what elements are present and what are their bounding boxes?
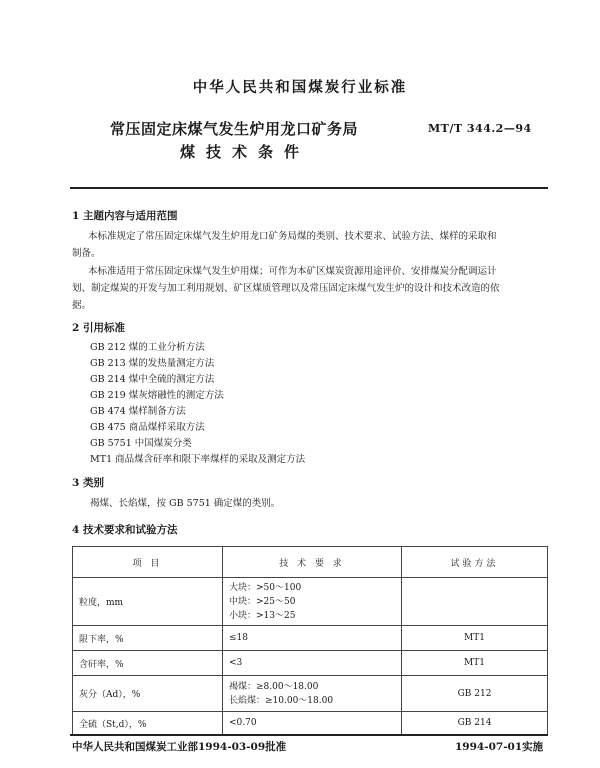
section-1-heading: 1 主题内容与适用范围	[72, 210, 178, 222]
table-cell-requirement: <3	[223, 651, 402, 676]
table-row	[73, 578, 548, 626]
table-cell-item: 灰分（Ad），%	[73, 676, 223, 712]
reference-item: MT1 商品煤含矸率和限下率煤样的采取及测定方法	[90, 454, 306, 465]
table-cell-method: GB 214	[402, 712, 548, 735]
section-1-para1-line1: 本标准规定了常压固定床煤气发生炉用龙口矿务局煤的类别、技术要求、试验方法、煤样的采取和	[88, 231, 497, 242]
table-cell-item: 全硫（St,d），%	[73, 712, 223, 735]
section-1-para2-line1: 本标准适用于常压固定床煤气发生炉用煤；可作为本矿区煤炭资源用途评价、安排煤炭分配调运计	[88, 266, 497, 277]
section-1-para2-line2: 划、制定煤炭的开发与加工利用规划、矿区煤质管理以及常压固定床煤气发生炉的设计和技术改造的依	[72, 283, 500, 294]
document-title-line-1: 常压固定床煤气发生炉用龙口矿务局	[110, 120, 359, 138]
approval-line: 中华人民共和国煤炭工业部1994-03-09批准	[72, 741, 287, 753]
effective-date: 1994-07-01实施	[455, 741, 544, 753]
table-cell-method: GB 212	[402, 676, 548, 712]
table-cell-item: 含矸率，%	[73, 651, 223, 676]
issuing-authority: 中华人民共和国煤炭行业标准	[192, 80, 408, 96]
reference-item: GB 474 煤样制备方法	[90, 406, 186, 417]
reference-item: GB 214 煤中全硫的测定方法	[90, 374, 215, 385]
section-3-heading: 3 类别	[72, 477, 104, 489]
footer-divider	[70, 734, 548, 736]
header-divider	[70, 187, 548, 189]
table-row	[73, 651, 548, 676]
table-cell-item: 限下率，%	[73, 626, 223, 651]
table-header-item: 项 目	[73, 547, 223, 578]
standard-code: MT/T 344.2—94	[428, 122, 532, 135]
table-row	[73, 676, 548, 712]
document-title-line-2: 煤技术条件	[180, 143, 311, 161]
section-4-heading: 4 技术要求和试验方法	[72, 524, 178, 536]
reference-item: GB 475 商品煤样采取方法	[90, 422, 205, 433]
requirement-line: 长焰煤：≥10.00～18.00	[229, 695, 334, 706]
section-1-para1-line2: 制备。	[72, 248, 101, 259]
table-header-method: 试验方法	[402, 547, 548, 578]
technical-requirements-table	[72, 546, 548, 735]
table-cell-requirement: ≤18	[223, 626, 402, 651]
table-header-row	[73, 547, 548, 578]
table-cell-requirement: <0.70	[223, 712, 402, 735]
table-header-requirement: 技 术 要 求	[223, 547, 402, 578]
table-cell-method: MT1	[402, 651, 548, 676]
requirement-line: 褐煤：≥8.00～18.00	[229, 681, 319, 692]
reference-item: GB 5751 中国煤炭分类	[90, 438, 192, 449]
section-1-para2-line3: 据。	[72, 300, 92, 311]
requirement-line: 大块：>50～100	[229, 582, 302, 593]
section-2-heading: 2 引用标准	[72, 322, 125, 334]
requirement-line: 中块：>25～50	[229, 596, 296, 607]
reference-item: GB 212 煤的工业分析方法	[90, 342, 205, 353]
table-row	[73, 626, 548, 651]
table-row	[73, 712, 548, 735]
table-cell-method	[402, 578, 548, 626]
table-cell-item: 粒度，mm	[73, 578, 223, 626]
reference-item: GB 213 煤的发热量测定方法	[90, 358, 215, 369]
table-cell-requirement	[223, 578, 402, 626]
reference-item: GB 219 煤灰熔融性的测定方法	[90, 390, 224, 401]
requirement-line: 小块：>13～25	[229, 610, 296, 621]
section-3-text: 褐煤、长焰煤，按 GB 5751 确定煤的类别。	[90, 498, 281, 509]
table-cell-method: MT1	[402, 626, 548, 651]
table-cell-requirement	[223, 676, 402, 712]
